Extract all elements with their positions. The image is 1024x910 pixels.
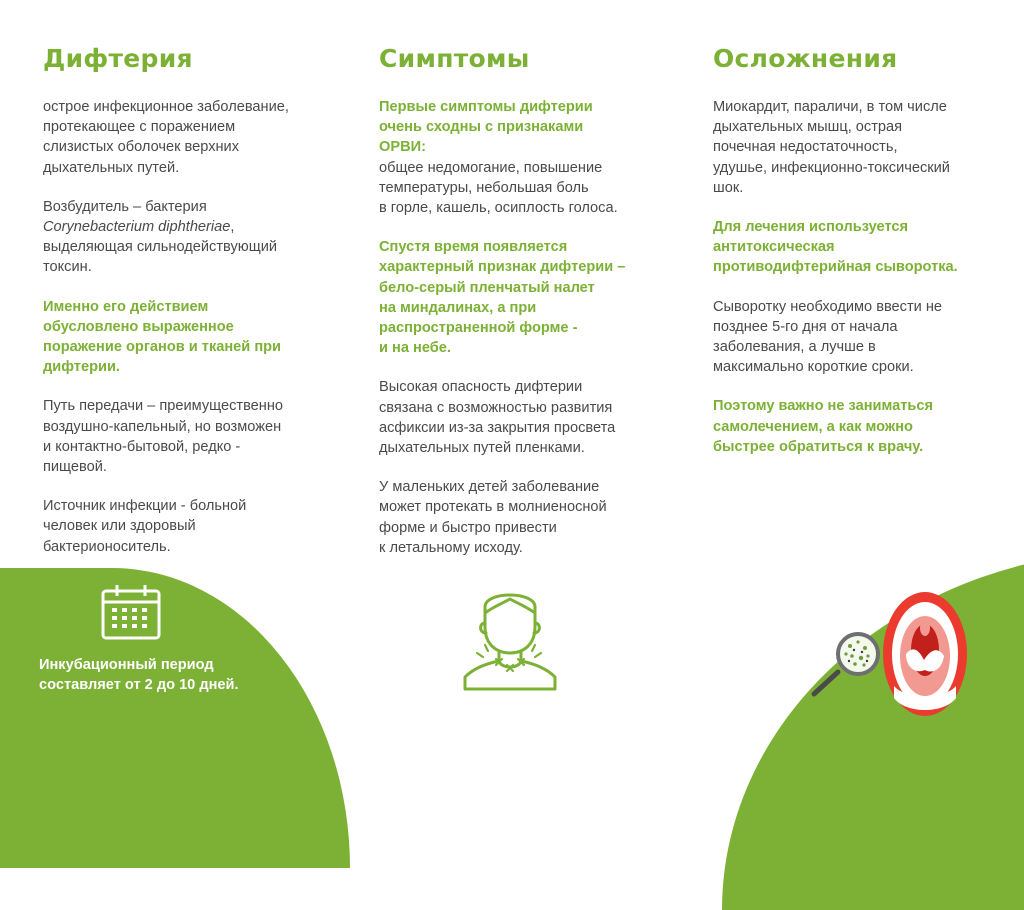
person-swollen-neck-icon xyxy=(455,585,565,695)
children-risk-text: У маленьких детей заболевание может протекать в молниеносной форме и быстро привести к летальному исходу. xyxy=(379,479,607,556)
pathogen-text xyxy=(43,197,333,278)
calendar-icon xyxy=(100,583,162,641)
symptoms-body xyxy=(379,97,669,577)
pathogen-tail: , выделяющая сильнодействующий токсин. xyxy=(43,219,278,276)
green-shape-right xyxy=(722,550,1024,910)
complications-list: Миокардит, параличи, в том числе дыхательных мышц, острая почечная недостаточность, удушье, инфекционно-токсический шок. xyxy=(713,99,950,196)
definition-body xyxy=(43,97,333,576)
pathogen-name: Corynebacterium diphtheriae xyxy=(43,219,231,236)
first-symptoms-heading: Первые симптомы дифтерии очень сходны с признаками ОРВИ: xyxy=(379,99,593,156)
definition-text: острое инфекционное заболевание, протекающее с поражением слизистых оболочек верхних дыхательных путей. xyxy=(43,99,289,176)
membrane-sign-text: Спустя время появляется характерный признак дифтерии – бело-серый пленчатый налет на миндалинах, а при распространенной форме - и на небе. xyxy=(379,239,626,357)
first-symptoms-text xyxy=(379,97,669,218)
green-shape-left xyxy=(0,568,350,868)
magnifier-bacteria-icon xyxy=(808,630,888,700)
treatment-text: Для лечения используется антитоксическая противодифтерийная сыворотка. xyxy=(713,219,958,276)
title-symptoms: Симптомы xyxy=(379,44,530,73)
pathogen-lead: Возбудитель – бактерия xyxy=(43,198,207,215)
serum-timing-text: Сыворотку необходимо ввести не позднее 5-го дня от начала заболевания, а лучше в максимально короткие сроки. xyxy=(713,298,943,376)
first-symptoms-list: общее недомогание, повышение температуры, небольшая боль в горле, кашель, осиплость голоса. xyxy=(379,159,618,217)
open-mouth-tonsils-icon xyxy=(880,590,970,718)
see-doctor-text: Поэтому важно не заниматься самолечением, а как можно быстрее обратиться к врачу. xyxy=(713,398,933,455)
asphyxia-risk-text: Высокая опасность дифтерии связана с возможностью развития асфиксии из-за закрытия просвета дыхательных путей пленками. xyxy=(379,379,616,457)
toxin-effect-text: Именно его действием обусловлено выраженное поражение органов и тканей при дифтерии. xyxy=(43,298,282,376)
incubation-text: Инкубационный период составляет от 2 до 10 дней. xyxy=(39,657,239,693)
title-diphtheria: Дифтерия xyxy=(43,44,193,73)
transmission-text: Путь передачи – преимущественно воздушно-капельный, но возможен и контактно-бытовой, редко - пищевой. xyxy=(43,398,284,476)
title-complications: Осложнения xyxy=(713,44,898,73)
infection-source-text: Источник инфекции - больной человек или здоровый бактерионоситель. xyxy=(43,498,247,555)
complications-body xyxy=(713,97,1003,476)
